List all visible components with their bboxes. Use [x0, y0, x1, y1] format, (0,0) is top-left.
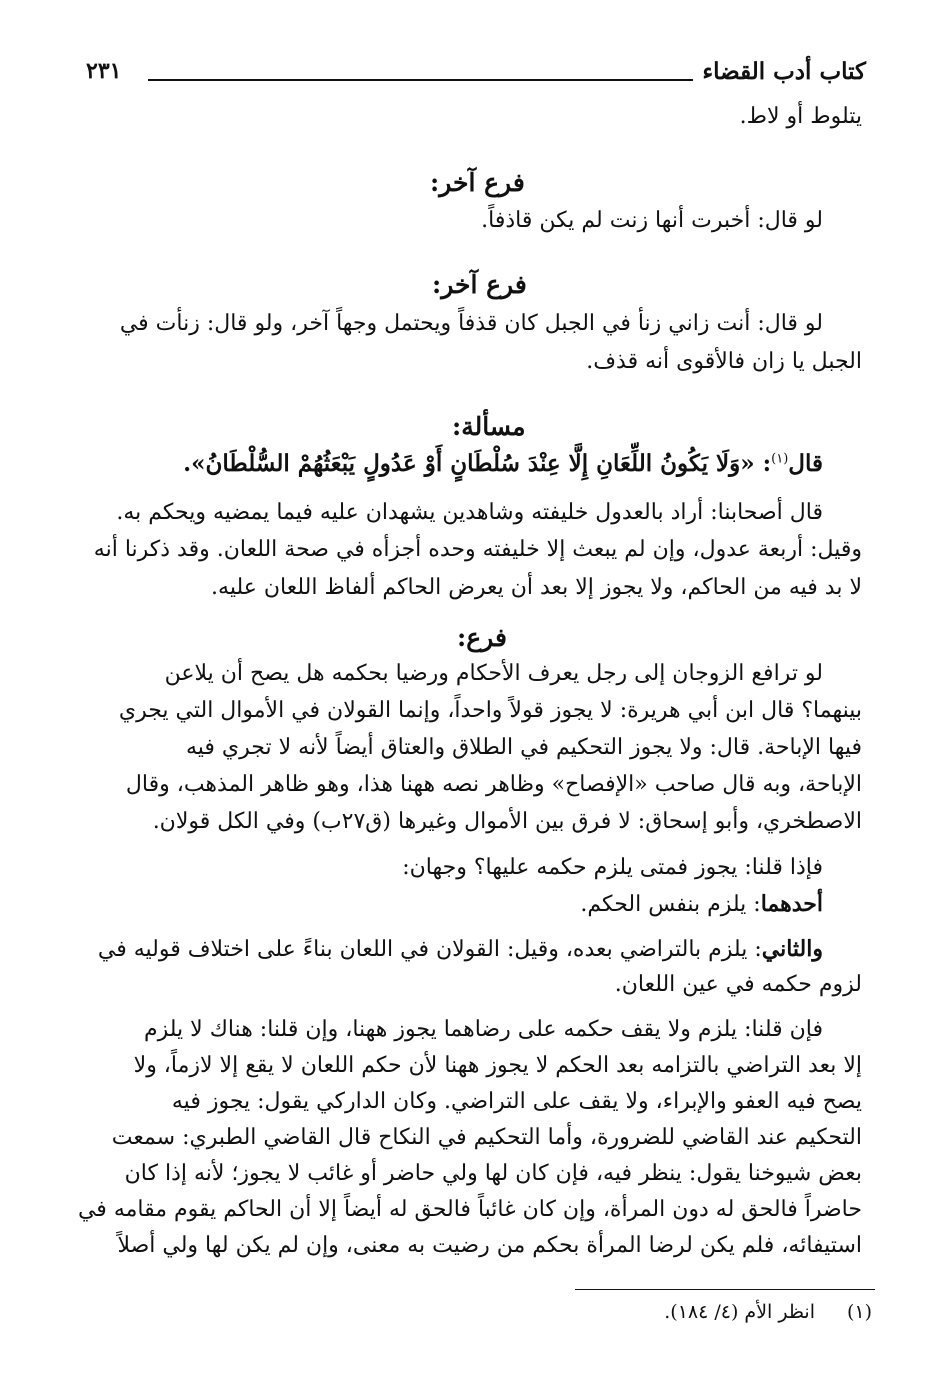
- first-opinion-text: : يلزم بنفس الحكم.: [580, 892, 761, 917]
- paragraph-line: لو قال: أخبرت أنها زنت لم يكن قاذفاً.: [481, 208, 823, 233]
- paragraph-line: وقيل: أربعة عدول، وإن لم يبعث إلا خليفته وحده أجزأه في صحة اللعان. وقد ذكرنا أنه: [93, 537, 862, 562]
- quote-text: : «وَلَا يَكُونُ اللِّعَانِ إِلَّا عِنْدَ سُلْطَانٍ أَوْ عَدُولٍ يَبْعَثُهُمْ السُّلْطَانُ».: [183, 450, 772, 477]
- footnote-rule: [575, 1289, 875, 1290]
- paragraph-line: يصح فيه العفو والإبراء، ولا يقف على التراضي. وكان الداركي يقول: يجوز فيه: [171, 1089, 862, 1114]
- paragraph-line: الجبل يا زان فالأقوى أنه قذف.: [586, 349, 862, 374]
- paragraph-line: فيها الإباحة. قال: ولا يجوز التحكيم في الطلاق والعتاق أيضاً لأنه لا تجري فيه: [185, 735, 862, 760]
- paragraph-line: التحكيم عند القاضي للضرورة، وأما التحكيم في النكاح قال القاضي الطبري: سمعت: [111, 1125, 862, 1150]
- paragraph-line: لو قال: أنت زاني زنأ في الجبل كان قذفاً ويحتمل وجهاً آخر، ولو قال: زنأت في: [119, 311, 823, 336]
- footnote-ref: (١): [771, 451, 789, 467]
- paragraph-line: لزوم حكمه في عين اللعان.: [614, 972, 862, 997]
- second-opinion-label: والثاني: [761, 936, 823, 962]
- paragraph-line: فإن قلنا: يلزم ولا يقف حكمه على رضاهما يجوز ههنا، وإن قلنا: هناك لا يلزم: [144, 1017, 823, 1042]
- second-opinion-line: [98, 938, 823, 961]
- second-opinion-text: : يلزم بالتراضي بعده، وقيل: القولان في اللعان بناءً على اختلاف قوليه في: [97, 937, 762, 962]
- first-opinion-line: [580, 893, 823, 916]
- branch-heading: فرع:: [457, 623, 507, 652]
- page-number: ٢٣١: [86, 58, 122, 84]
- paragraph-line: استيفائه، فلم يكن لرضا المرأة بحكم من رضيت به معنى، وإن لم يكن لها ولي أصلاً: [117, 1233, 862, 1258]
- header-rule: [148, 79, 693, 81]
- paragraph-line: فإذا قلنا: يجوز فمتى يلزم حكمه عليها؟ وجهان:: [402, 855, 823, 880]
- paragraph-line: لو ترافع الزوجان إلى رجل يعرف الأحكام ورضيا بحكمه هل يصح أن يلاعن: [164, 661, 823, 686]
- issue-heading: مسألة:: [452, 412, 526, 441]
- paragraph-line: الإباحة، وبه قال صاحب «الإفصاح» وظاهر نصه ههنا هذا، وهو ظاهر المذهب، وقال: [125, 772, 862, 797]
- paragraph-line: بعض شيوخنا يقول: ينظر فيه، فإن كان لها ولي حاضر أو غائب لا يجوز؛ لأنه إذا كان: [124, 1161, 862, 1186]
- branch-heading: فرع آخر:: [430, 168, 525, 197]
- paragraph-line: حاضراً فالحق له دون المرأة، وإن كان غائباً فالحق له أيضاً إلا أن الحاكم يقوم مقامه في: [77, 1197, 862, 1222]
- branch-heading: فرع آخر:: [432, 270, 527, 299]
- intro-line: يتلوط أو لاط.: [739, 104, 862, 129]
- paragraph-line: بينهما؟ قال ابن أبي هريرة: لا يجوز قولاً واحداً، وإنما القولان في الأموال التي يجري: [118, 698, 862, 723]
- paragraph-line: الاصطخري، وأبو إسحاق: لا فرق بين الأموال وغيرها (ق٢٧ب) وفي الكل قولان.: [152, 809, 862, 834]
- footnote-text: انظر الأم (٤/ ١٨٤).: [664, 1301, 815, 1323]
- running-header-title: كتاب أدب القضاء: [702, 58, 866, 85]
- paragraph-line: لا بد فيه من الحاكم، ولا يجوز إلا بعد أن يعرض الحاكم ألفاظ اللعان عليه.: [211, 575, 862, 600]
- quote-line: [183, 452, 823, 475]
- paragraph-line: إلا بعد التراضي بالتزامه بعد الحكم لا يجوز ههنا لأن حكم اللعان لا يقع إلا لازماً، ولا: [133, 1053, 862, 1078]
- paragraph-line: قال أصحابنا: أراد بالعدول خليفته وشاهدين يشهدان عليه فيما يمضيه ويحكم به.: [116, 500, 823, 525]
- quote-label: قال: [788, 450, 823, 477]
- footnote-number: (١): [846, 1301, 872, 1323]
- first-opinion-label: أحدهما: [760, 891, 823, 917]
